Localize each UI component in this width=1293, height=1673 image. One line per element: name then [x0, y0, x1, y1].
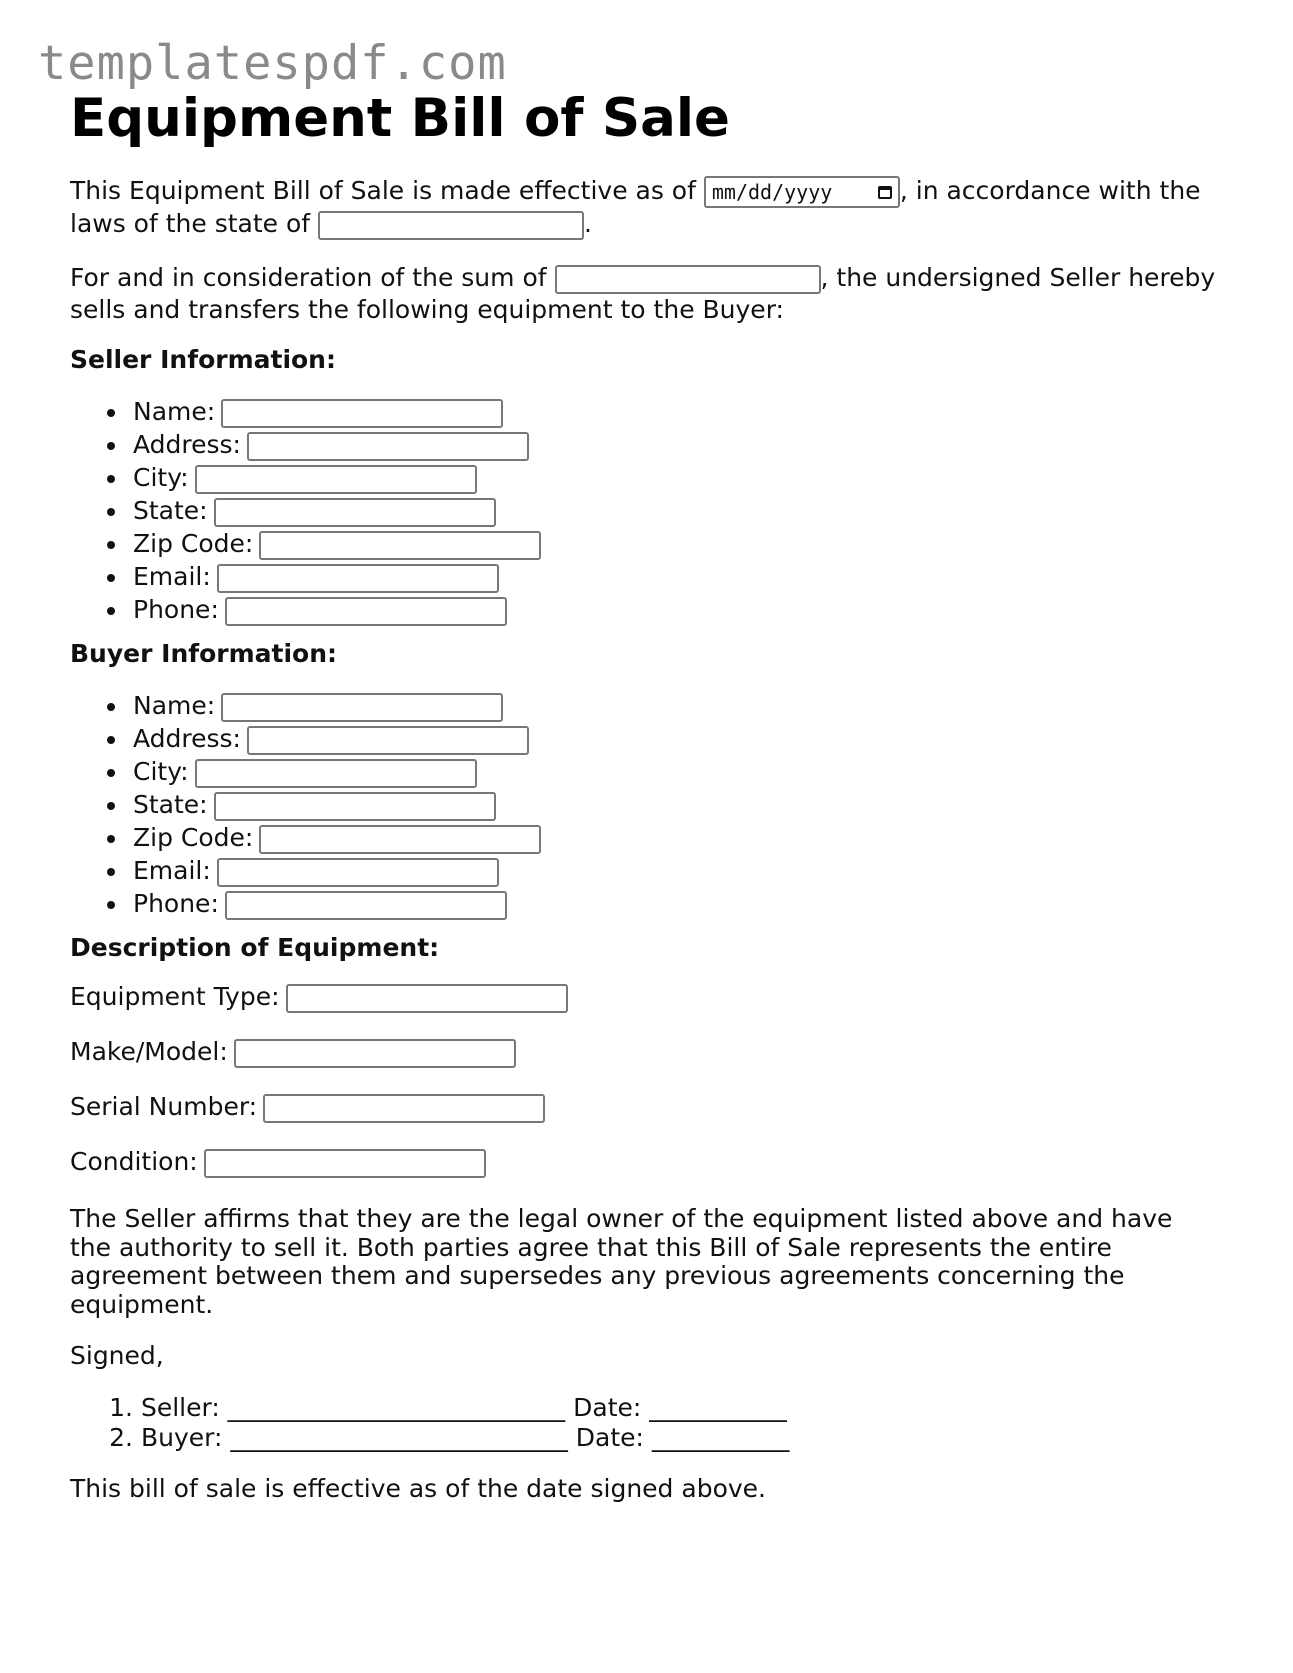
field-label: Zip Code:	[133, 823, 254, 852]
seller-email-item	[70, 560, 541, 593]
seller-zip-input[interactable]	[259, 531, 541, 560]
make-model-input[interactable]	[234, 1039, 516, 1068]
field-label: Equipment Type:	[70, 982, 280, 1011]
sum-amount-input[interactable]	[555, 265, 821, 294]
affirmation-paragraph: The Seller affirms that they are the legal owner of the equipment listed above and have the authority to sell it. Both parties agree that this Bill of Sale represents the entire agreement between them and supersedes any previous agreements concerning the equipment.	[70, 1204, 1173, 1319]
buyer-phone-item	[70, 887, 541, 920]
seller-heading: Seller Information:	[70, 345, 336, 374]
date-placeholder: mm/dd/yyyy	[711, 179, 833, 204]
buyer-address-input[interactable]	[247, 726, 529, 755]
buyer-email-item	[70, 854, 541, 887]
seller-state-item	[70, 494, 541, 527]
buyer-zip-item	[70, 821, 541, 854]
seller-state-input[interactable]	[214, 498, 496, 527]
condition-input[interactable]	[204, 1149, 486, 1178]
field-label: Address:	[133, 724, 241, 753]
state-of-law-input[interactable]	[318, 211, 584, 240]
consideration-text-before: For and in consideration of the sum of	[70, 263, 555, 292]
buyer-signature-line	[70, 1423, 789, 1453]
signature-text: Seller: ___________________________ Date: ___________	[140, 1393, 787, 1422]
seller-city-input[interactable]	[195, 465, 477, 494]
field-label: Zip Code:	[133, 529, 254, 558]
seller-phone-input[interactable]	[225, 597, 507, 626]
buyer-email-input[interactable]	[217, 858, 499, 887]
buyer-info-list	[70, 689, 541, 920]
closing-statement: This bill of sale is effective as of the date signed above.	[70, 1474, 766, 1503]
consideration-paragraph	[70, 262, 1220, 325]
seller-name-input[interactable]	[221, 399, 503, 428]
seller-signature-line	[70, 1393, 789, 1423]
equipment-type-row	[70, 982, 568, 1013]
intro-text-after-date: , in accordance with the laws of the state of	[70, 176, 1201, 238]
serial-number-input[interactable]	[263, 1094, 545, 1123]
field-label: Condition:	[70, 1147, 198, 1176]
intro-text-end: .	[584, 209, 592, 238]
seller-info-list	[70, 395, 541, 626]
intro-paragraph	[70, 175, 1220, 240]
buyer-zip-input[interactable]	[259, 825, 541, 854]
field-label: Address:	[133, 430, 241, 459]
watermark: templatespdf.com	[38, 36, 507, 91]
buyer-state-item	[70, 788, 541, 821]
field-label: City:	[133, 757, 189, 786]
buyer-city-input[interactable]	[195, 759, 477, 788]
serial-number-row	[70, 1092, 545, 1123]
seller-city-item	[70, 461, 541, 494]
buyer-state-input[interactable]	[214, 792, 496, 821]
document-title: Equipment Bill of Sale	[70, 88, 730, 149]
signed-label: Signed,	[70, 1341, 164, 1370]
signature-list	[70, 1393, 789, 1453]
field-label: Name:	[133, 397, 216, 426]
field-label: State:	[133, 496, 208, 525]
buyer-address-item	[70, 722, 541, 755]
signature-text: Buyer: ___________________________ Date: ___________	[140, 1423, 790, 1452]
field-label: Phone:	[133, 889, 219, 918]
buyer-name-item	[70, 689, 541, 722]
equipment-heading: Description of Equipment:	[70, 933, 440, 962]
field-label: Serial Number:	[70, 1092, 258, 1121]
consideration-text-after: , the undersigned Seller hereby sells and transfers the following equipment to the Buyer:	[70, 263, 1216, 324]
buyer-heading: Buyer Information:	[70, 639, 338, 668]
equipment-type-input[interactable]	[286, 984, 568, 1013]
buyer-city-item	[70, 755, 541, 788]
seller-name-item	[70, 395, 541, 428]
field-label: Name:	[133, 691, 216, 720]
seller-phone-item	[70, 593, 541, 626]
seller-email-input[interactable]	[217, 564, 499, 593]
field-label: City:	[133, 463, 189, 492]
buyer-name-input[interactable]	[221, 693, 503, 722]
list-number: 1.	[109, 1393, 133, 1422]
field-label: State:	[133, 790, 208, 819]
seller-zip-item	[70, 527, 541, 560]
field-label: Email:	[133, 856, 211, 885]
field-label: Make/Model:	[70, 1037, 228, 1066]
seller-address-item	[70, 428, 541, 461]
effective-date-input[interactable]	[704, 176, 900, 208]
condition-row	[70, 1147, 486, 1178]
field-label: Email:	[133, 562, 211, 591]
intro-text-before-date: This Equipment Bill of Sale is made effective as of	[70, 176, 704, 205]
calendar-icon[interactable]	[878, 186, 892, 199]
field-label: Phone:	[133, 595, 219, 624]
make-model-row	[70, 1037, 516, 1068]
buyer-phone-input[interactable]	[225, 891, 507, 920]
seller-address-input[interactable]	[247, 432, 529, 461]
list-number: 2.	[109, 1423, 133, 1452]
